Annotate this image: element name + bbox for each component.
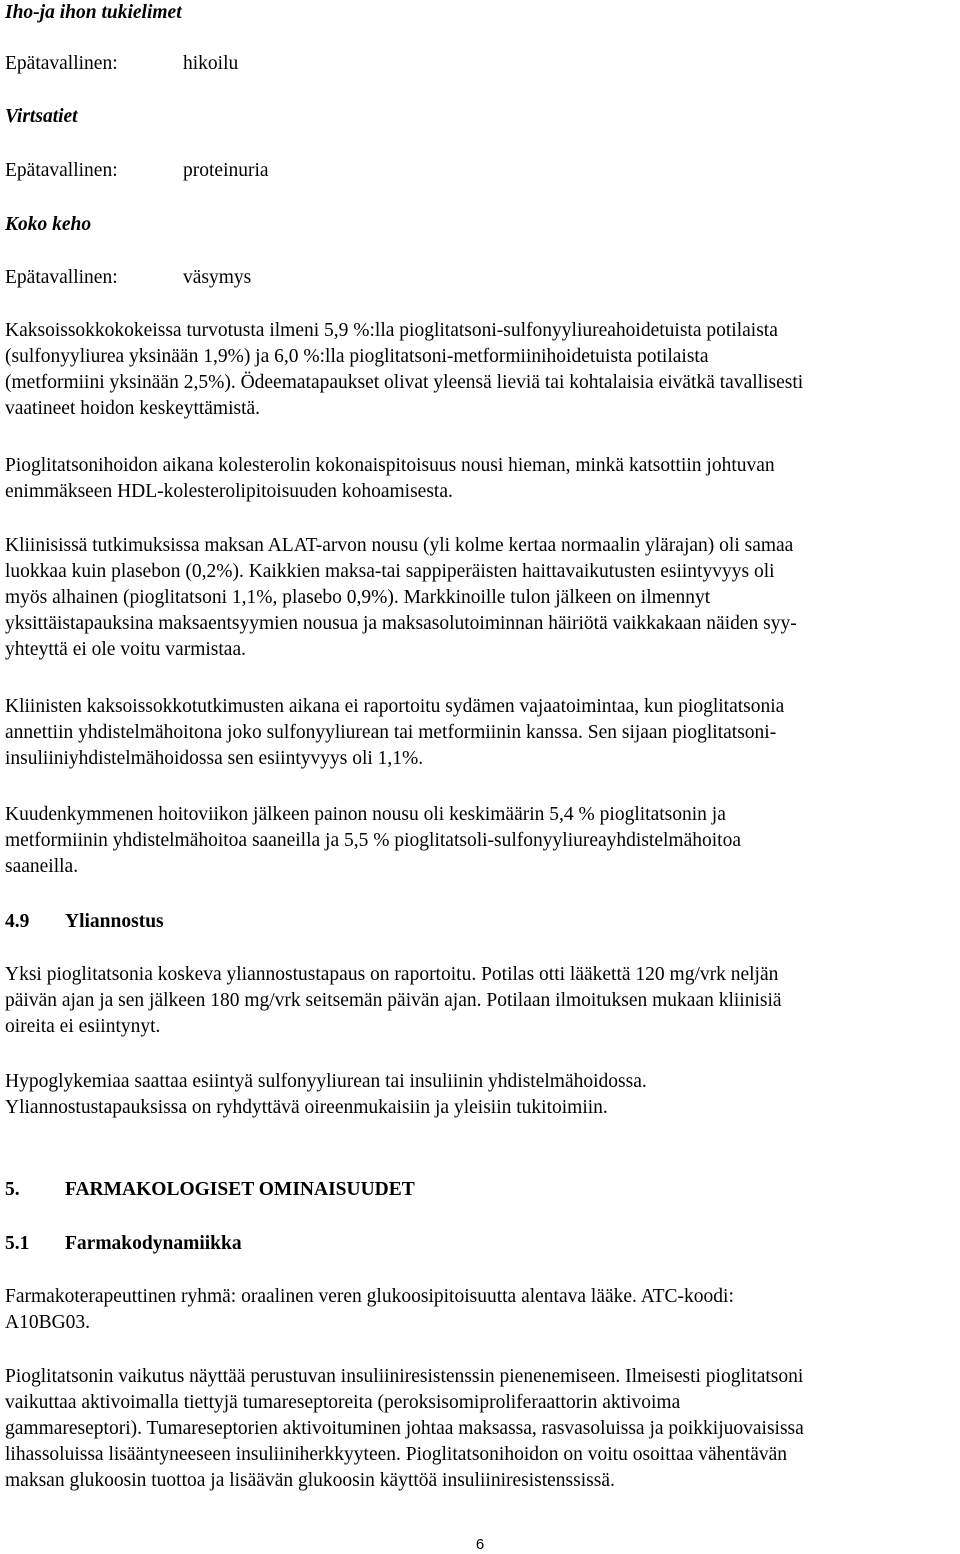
category-heading: Koko keho: [5, 214, 92, 235]
section-heading-5-1: [5, 1231, 605, 1257]
frequency-label: Epätavallinen:: [5, 53, 118, 74]
text-line: enimmäkseen HDL-kolesterolipitoisuuden kohoamisesta.: [5, 481, 453, 502]
text-line: päivän ajan ja sen jälkeen 180 mg/vrk seitsemän päivän ajan. Potilaan ilmoituksen mukaan kliinisiä: [5, 990, 782, 1011]
section-heading-5: [5, 1177, 605, 1203]
paragraph-cholesterol: [5, 453, 775, 505]
text-line: lihassoluissa lisääntyneeseen insuliiniherkkyyteen. Pioglitatsonihoidon on voitu osoittaa vähentävän: [5, 1444, 788, 1465]
section-number: 4.9: [5, 911, 30, 932]
text-line: metformiinin yhdistelmähoitoa saaneilla ja 5,5 % pioglitatsoli-sulfonyyliureayhdistelmähoitoa: [5, 830, 741, 851]
text-line: (metformiini yksinään 2,5%). Ödeematapaukset olivat yleensä lieviä tai kohtalaisia eivätkä tavallisesti: [5, 372, 804, 393]
paragraph-weight: [5, 802, 741, 880]
text-line: myös alhainen (pioglitatsoni 1,1%, plasebo 0,9%). Markkinoille tulon jälkeen on ilmennyt: [5, 587, 711, 608]
paragraph-mechanism: [5, 1364, 804, 1494]
category-heading: Iho-ja ihon tukielimet: [5, 2, 182, 23]
text-line: yhteyttä ei ole voitu varmistaa.: [5, 639, 246, 660]
page-number: 6: [475, 1536, 485, 1553]
frequency-row: [5, 51, 605, 77]
paragraph-hypoglycemia: [5, 1069, 647, 1121]
frequency-row: [5, 158, 605, 184]
text-line: saaneilla.: [5, 856, 79, 877]
frequency-label: Epätavallinen:: [5, 267, 118, 288]
text-line: Yksi pioglitatsonia koskeva yliannostustapaus on raportoitu. Potilas otti lääkettä 120 mg/vrk neljän: [5, 964, 779, 985]
paragraph-overdose-case: [5, 962, 782, 1040]
text-line: Yliannostustapauksissa on ryhdyttävä oireenmukaisiin ja yleisiin tukitoimiin.: [5, 1097, 608, 1118]
frequency-row: [5, 265, 605, 291]
frequency-label: Epätavallinen:: [5, 160, 118, 181]
text-line: Kliinisissä tutkimuksissa maksan ALAT-arvon nousu (yli kolme kertaa normaalin ylärajan) oli samaa: [5, 535, 794, 556]
text-line: Hypoglykemiaa saattaa esiintyä sulfonyyliurean tai insuliinin yhdistelmähoidossa.: [5, 1071, 647, 1092]
text-line: insuliiniyhdistelmähoidossa sen esiintyvyys oli 1,1%.: [5, 748, 424, 769]
section-title: FARMAKOLOGISET OMINAISUUDET: [65, 1179, 415, 1200]
paragraph-heart-failure: [5, 694, 784, 772]
section-heading-4-9: [5, 909, 605, 935]
text-line: vaikuttaa aktivoimalla tiettyjä tumareseptoreita (peroksisomiproliferaattorin aktivoima: [5, 1392, 681, 1413]
text-line: Pioglitatsonihoidon aikana kolesterolin kokonaispitoisuus nousi hieman, minkä katsottiin johtuvan: [5, 455, 775, 476]
text-line: gammareseptori). Tumareseptorien aktivoituminen johtaa maksassa, rasvasoluissa ja poikkijuovaisissa: [5, 1418, 804, 1439]
paragraph-atc: [5, 1284, 734, 1336]
section-number: 5.: [5, 1179, 20, 1200]
category-heading: Virtsatiet: [5, 106, 78, 127]
section-number: 5.1: [5, 1233, 30, 1254]
frequency-value: hikoilu: [183, 53, 239, 74]
frequency-value: proteinuria: [183, 160, 269, 181]
text-line: Farmakoterapeuttinen ryhmä: oraalinen veren glukoosipitoisuutta alentava lääke. ATC-koodi:: [5, 1286, 734, 1307]
text-line: (sulfonyyliurea yksinään 1,9%) ja 6,0 %:lla pioglitatsoni-metformiinihoidetuista potilaista: [5, 346, 709, 367]
text-line: Pioglitatsonin vaikutus näyttää perustuvan insuliiniresistenssin pienenemiseen. Ilmeisesti pioglitatsoni: [5, 1366, 804, 1387]
text-line: A10BG03.: [5, 1312, 91, 1333]
paragraph-liver: [5, 533, 797, 663]
text-line: annettiin yhdistelmähoitona joko sulfonyyliurean tai metformiinin kanssa. Sen sijaan pioglitatsoni-: [5, 722, 777, 743]
frequency-value: väsymys: [183, 267, 252, 288]
text-line: Kuudenkymmenen hoitoviikon jälkeen painon nousu oli keskimäärin 5,4 % pioglitatsonin ja: [5, 804, 726, 825]
text-line: Kaksoissokkokokeissa turvotusta ilmeni 5,9 %:lla pioglitatsoni-sulfonyyliureahoidetuista potilaista: [5, 320, 778, 341]
paragraph-edema: [5, 318, 803, 422]
text-line: oireita ei esiintynyt.: [5, 1016, 161, 1037]
text-line: yksittäistapauksina maksaentsyymien nousua ja maksasolutoiminnan häiriötä vaikkakaan näiden syy-: [5, 613, 797, 634]
text-line: maksan glukoosin tuottoa ja lisäävän glukoosin käyttöä insuliiniresistenssissä.: [5, 1470, 615, 1491]
section-title: Farmakodynamiikka: [65, 1233, 242, 1254]
section-title: Yliannostus: [65, 911, 164, 932]
text-line: Kliinisten kaksoissokkotutkimusten aikana ei raportoitu sydämen vajaatoimintaa, kun pioglitatsonia: [5, 696, 785, 717]
text-line: luokkaa kuin plasebon (0,2%). Kaikkien maksa-tai sappiperäisten haittavaikutusten esiintyvyys oli: [5, 561, 775, 582]
text-line: vaatineet hoidon keskeyttämistä.: [5, 398, 261, 419]
